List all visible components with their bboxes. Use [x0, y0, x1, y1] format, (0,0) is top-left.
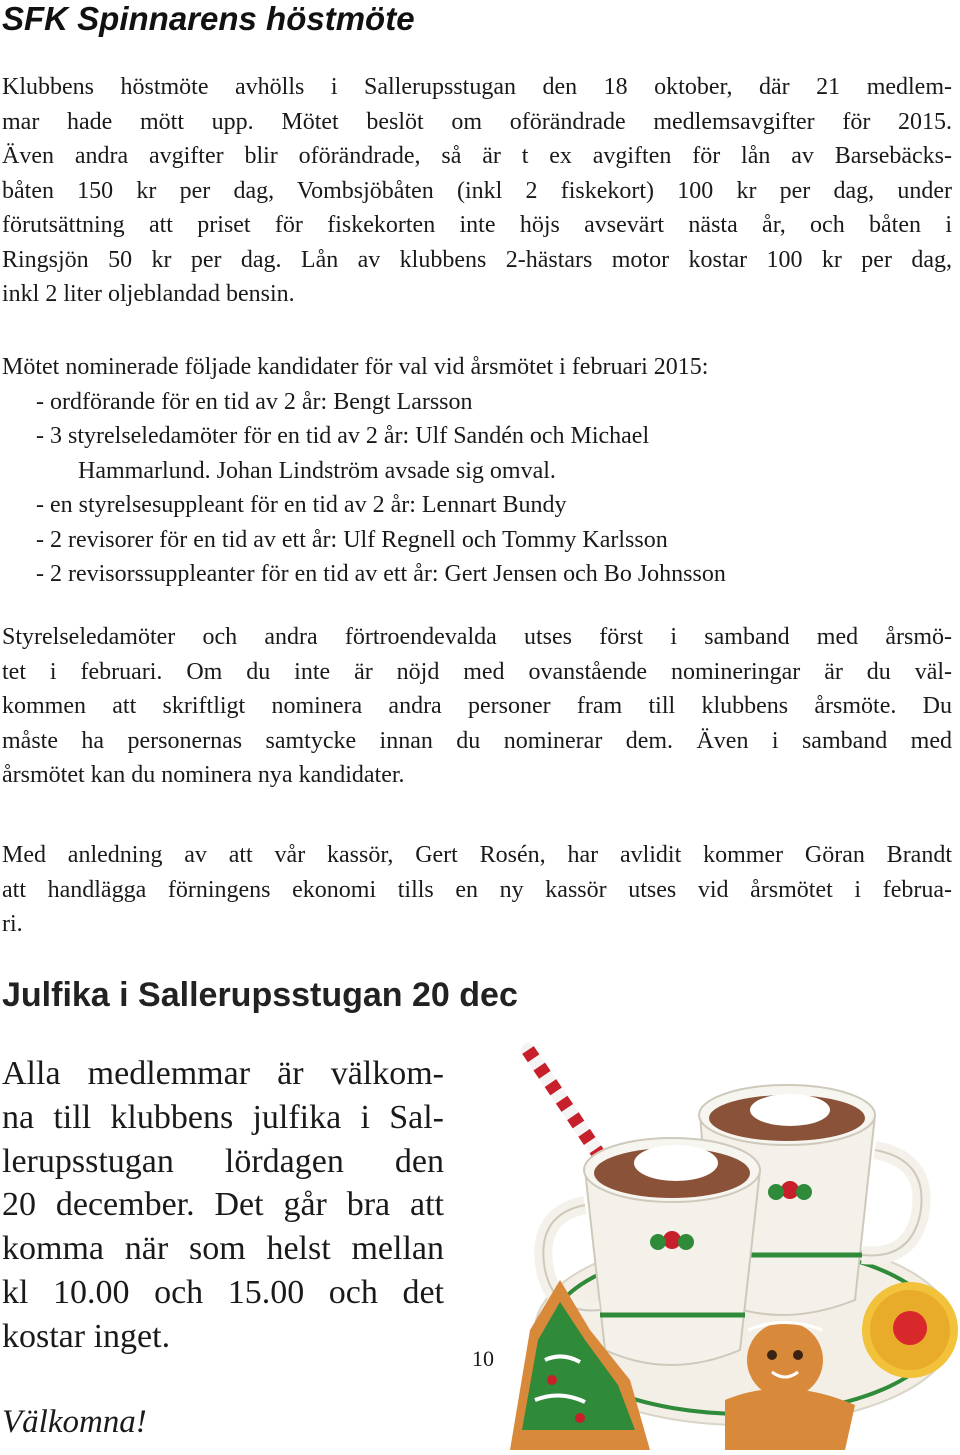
treasurer-paragraph [2, 838, 952, 942]
text-line: kl 10.00 och 15.00 och det [2, 1273, 444, 1311]
text-line: måste ha personernas samtycke innan du nominerar dem. Även i samband med [2, 727, 952, 754]
nomination-item: - ordförande för en tid av 2 år: Bengt Larsson [36, 388, 473, 415]
page-title: SFK Spinnarens höstmöte [2, 0, 415, 37]
welcome-text: Välkomna! [2, 1404, 147, 1440]
text-line: Styrelseledamöter och andra förtroendevalda utses först i samband med årsmö- [2, 624, 952, 650]
section-heading: Julfika i Sallerupsstugan 20 dec [2, 976, 518, 1014]
nomination-info-paragraph [2, 620, 952, 793]
nominations-list [2, 350, 952, 592]
text-line: komma när som helst mellan [2, 1230, 444, 1268]
jam-cookie [862, 1282, 958, 1378]
invitation-text [2, 1052, 444, 1359]
text-line: inkl 2 liter oljeblandad bensin. [2, 281, 295, 307]
text-line: Klubbens höstmöte avhölls i Sallerupsstugan den 18 oktober, där 21 medlem- [2, 74, 952, 100]
text-line: Även andra avgifter blir oförändrade, så är t ex avgiften för lån av Barsebäcks- [2, 143, 952, 169]
text-line: årsmötet kan du nominera nya kandidater. [2, 762, 405, 788]
nomination-item: - 2 revisorer för en tid av ett år: Ulf Regnell och Tommy Karlsson [36, 526, 668, 553]
text-line: lerupsstugan lördagen den [2, 1142, 444, 1180]
nomination-item: - en styrelsesuppleant för en tid av 2 år: Lennart Bundy [36, 492, 567, 518]
hot-chocolate-cookies-illustration [490, 1030, 960, 1455]
text-line: kostar inget. [2, 1317, 171, 1355]
meeting-paragraph [2, 70, 952, 312]
text-line: Alla medlemmar är välkom- [2, 1055, 444, 1092]
text-line: ri. [2, 911, 23, 937]
text-line: na till klubbens julfika i Sal- [2, 1098, 444, 1136]
nomination-item: - 2 revisorssuppleanter för en tid av ett år: Gert Jensen och Bo Johnsson [36, 561, 726, 587]
text-line: båten 150 kr per dag, Vombsjöbåten (inkl 2 fiskekort) 100 kr per dag, under [2, 177, 952, 204]
text-line: kommen att skriftligt nominera andra personer fram till klubbens årsmöte. Du [2, 693, 952, 719]
nomination-item-continued: Hammarlund. Johan Lindström avsade sig omval. [78, 457, 556, 484]
nominations-intro: Mötet nominerade följade kandidater för val vid årsmötet i februari 2015: [2, 354, 709, 380]
text-line: Med anledning av att vår kassör, Gert Rosén, har avlidit kommer Göran Brandt [2, 842, 952, 868]
page-number: 10 [472, 1346, 494, 1371]
text-line: förutsättning att priset för fiskekorten inte höjs avsevärt nästa år, och båten i [2, 212, 952, 238]
text-line: 20 december. Det går bra att [2, 1186, 444, 1224]
nomination-item: - 3 styrelseledamöter för en tid av 2 år: Ulf Sandén och Michael [36, 423, 650, 449]
text-line: tet i februari. Om du inte är nöjd med ovanstående nomineringar är du väl- [2, 658, 952, 685]
text-line: mar hade mött upp. Mötet beslöt om oförändrade medlemsavgifter för 2015. [2, 108, 952, 135]
text-line: att handlägga förningens ekonomi tills en ny kassör utses vid årsmötet i februa- [2, 876, 952, 903]
text-line: Ringsjön 50 kr per dag. Lån av klubbens 2-hästars motor kostar 100 kr per dag, [2, 246, 952, 273]
